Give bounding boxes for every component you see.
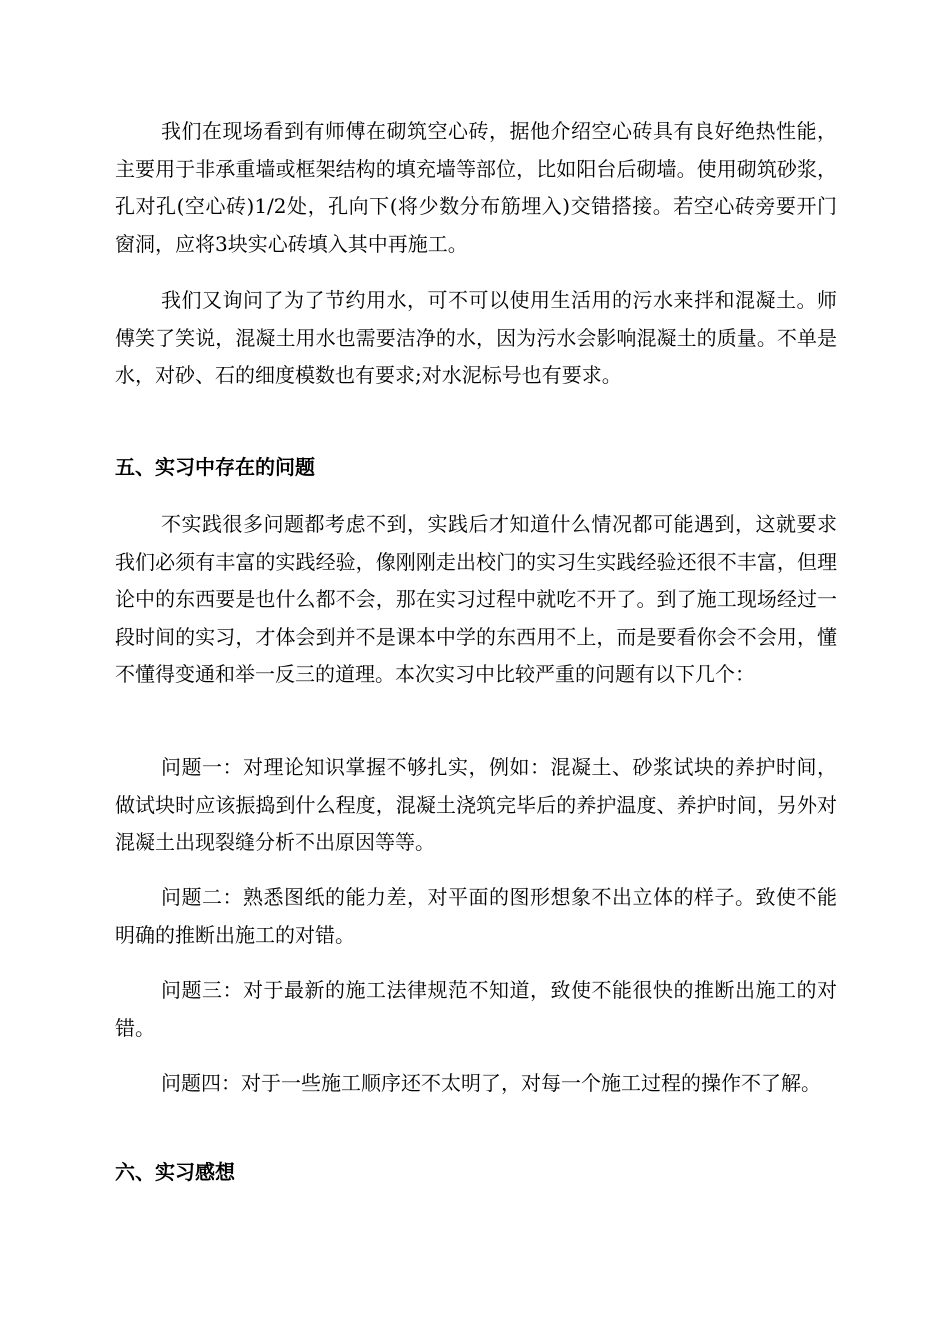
paragraph-practice-intro: 不实践很多问题都考虑不到，实践后才知道什么情况都可能遇到，这就要求我们必须有丰富的实践经验，像刚刚走出校门的实习生实践经验还很不丰富，但理论中的东西要是也什么都不会，那在实习过程中就吃不开了。到了施工现场经过一段时间的实习，才体会到并不是课本中学的东西用不上，而是要看你会不会用，懂不懂得变通和举一反三的道理。本次实习中比较严重的问题有以下几个：	[115, 512, 837, 686]
section-heading-reflections: 六、实习感想	[115, 1160, 235, 1184]
paragraph-problem-one: 问题一：对理论知识掌握不够扎实，例如：混凝土、砂浆试块的养护时间，做试块时应该振捣到什么程度，混凝土浇筑完毕后的养护温度、养护时间，另外对混凝土出现裂缝分析不出原因等等。	[115, 755, 837, 854]
paragraph-problem-three: 问题三：对于最新的施工法律规范不知道，致使不能很快的推断出施工的对错。	[115, 978, 837, 1040]
paragraph-water-quality: 我们又询问了为了节约用水，可不可以使用生活用的污水来拌和混凝土。师傅笑了笑说，混凝土用水也需要洁净的水，因为污水会影响混凝土的质量。不单是水，对砂、石的细度模数也有要求;对水泥标号也有要求。	[115, 288, 837, 387]
paragraph-hollow-brick: 我们在现场看到有师傅在砌筑空心砖，据他介绍空心砖具有良好绝热性能，主要用于非承重墙或框架结构的填充墙等部位，比如阳台后砌墙。使用砌筑砂浆，孔对孔(空心砖)1/2处，孔向下(将少数分布筋埋入)交错搭接。若空心砖旁要开门窗洞，应将3块实心砖填入其中再施工。	[115, 119, 837, 256]
paragraph-problem-two: 问题二：熟悉图纸的能力差，对平面的图形想象不出立体的样子。致使不能明确的推断出施工的对错。	[115, 885, 837, 947]
paragraph-problem-four: 问题四：对于一些施工顺序还不太明了，对每一个施工过程的操作不了解。	[161, 1071, 821, 1095]
section-heading-problems: 五、实习中存在的问题	[115, 455, 315, 479]
